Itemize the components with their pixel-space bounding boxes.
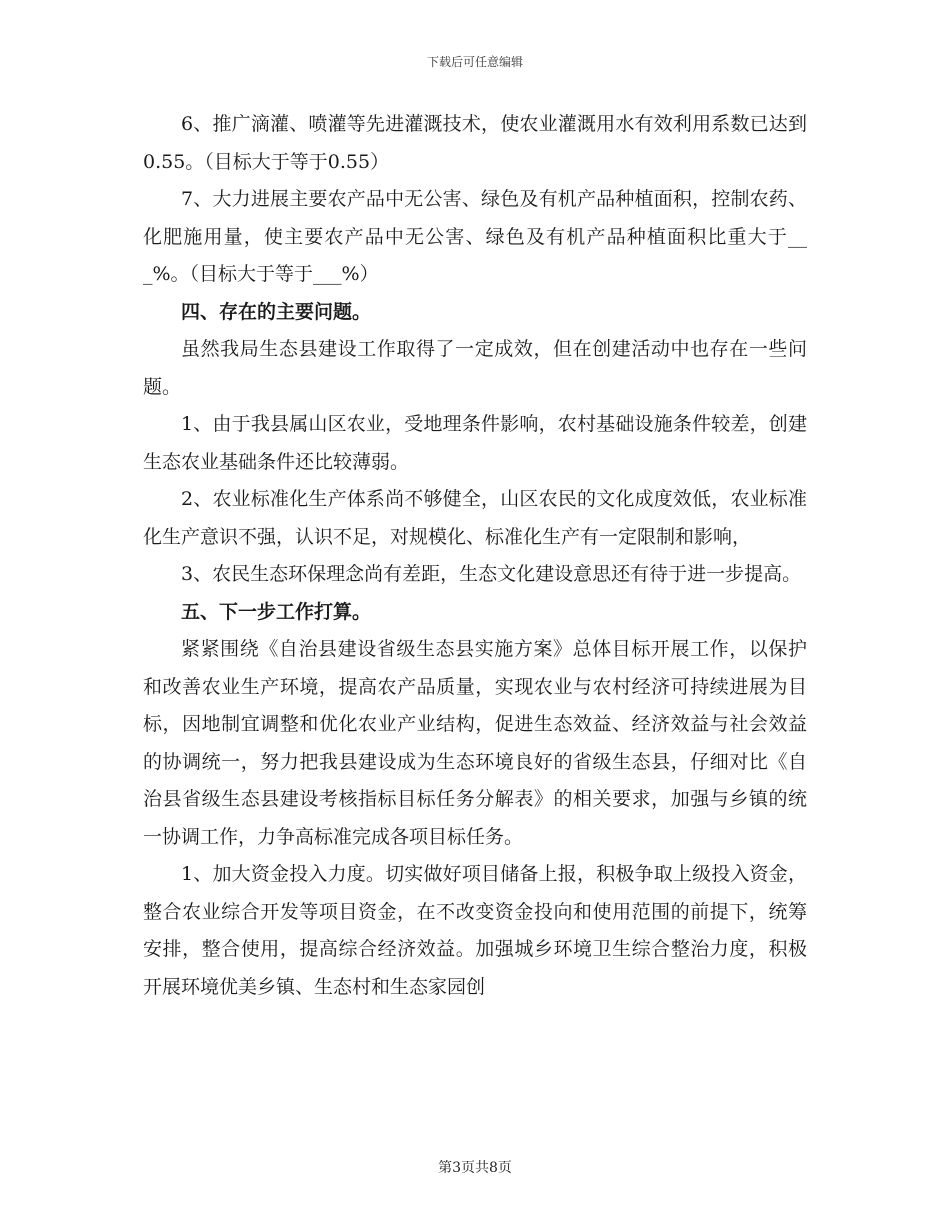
page-footer: 第3页共8页 [438, 1160, 512, 1176]
page-header: 下载后可任意编辑 [426, 55, 523, 69]
paragraph-problem-1: 1、由于我县属山区农业，受地理条件影响，农村基础设施条件较差，创建生态农业基础条件还比较薄弱。 [143, 413, 807, 473]
paragraph-intro-problems: 虽然我局生态县建设工作取得了一定成效，但在创建活动中也存在一些问题。 [143, 338, 807, 398]
paragraph-item-6: 6、推广滴灌、喷灌等先进灌溉技术，使农业灌溉用水有效利用系数已达到0.55。（目标大于等于0.55） [143, 113, 807, 173]
paragraph-plan-1: 1、加大资金投入力度。切实做好项目储备上报，积极争取上级投入资金，整合农业综合开发等项目资金，在不改变资金投向和使用范围的前提下，统筹安排，整合使用，提高综合经济效益。加强城乡环境卫生综合整治力度，积极开展环境优美乡镇、生态村和生态家园创 [143, 863, 807, 998]
section-heading-5: 五、下一步工作打算。 [181, 600, 372, 623]
paragraph-item-7: 7、大力进展主要农产品中无公害、绿色及有机产品种植面积，控制农药、化肥施用量，使主要农产品中无公害、绿色及有机产品种植面积比重大于___%。（目标大于等于___%） [143, 188, 807, 285]
paragraph-problem-2: 2、农业标准化生产体系尚不够健全，山区农民的文化成度效低，农业标准化生产意识不强，认识不足，对规模化、标准化生产有一定限制和影响， [143, 488, 807, 548]
paragraph-plan-intro: 紧紧围绕《自治县建设省级生态县实施方案》总体目标开展工作，以保护和改善农业生产环境，提高农产品质量，实现农业与农村经济可持续进展为目标，因地制宜调整和优化农业产业结构，促进生态效益、经济效益与社会效益的协调统一，努力把我县建设成为生态环境良好的省级生态县，仔细对比《自治县省级生态县建设考核指标目标任务分解表》的相关要求，加强与乡镇的统一协调工作，力争高标准完成各项目标任务。 [143, 638, 807, 848]
paragraph-problem-3: 3、农民生态环保理念尚有差距，生态文化建设意思还有待于进一步提高。 [181, 563, 802, 585]
section-heading-4: 四、存在的主要问题。 [181, 300, 372, 323]
document-body [143, 106, 807, 1006]
